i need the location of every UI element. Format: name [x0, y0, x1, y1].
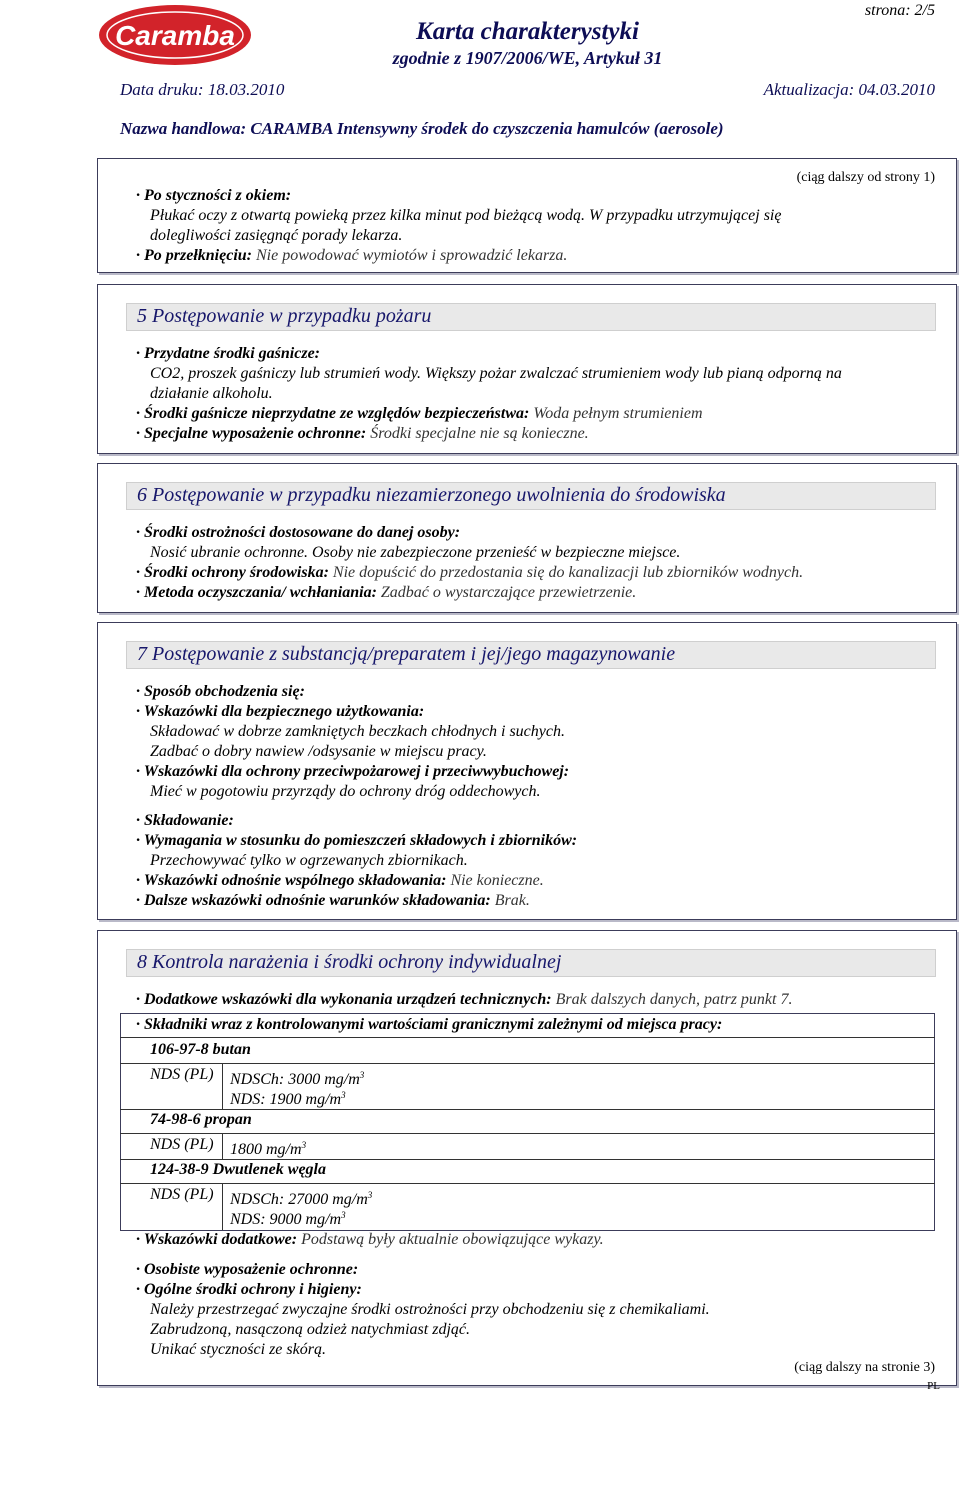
- handling-label: · Sposób obchodzenia się:: [136, 683, 305, 700]
- additional-notes-line: · Wskazówki dodatkowe: Podstawą były aktualnie obowiązujące wykazy.: [136, 1231, 604, 1248]
- substance-name: 124-38-9 Dwutlenek węgla: [150, 1161, 326, 1178]
- storage-requirements-text: Przechowywać tylko w ogrzewanych zbiornikach.: [150, 852, 468, 869]
- substance-standard: NDS (PL): [150, 1186, 214, 1203]
- hygiene-text-3: Unikać styczności ze skórą.: [150, 1341, 326, 1358]
- extinguishing-media-label: · Przydatne środki gaśnicze:: [136, 345, 320, 362]
- common-storage-line: · Wskazówki odnośnie wspólnego składowania: Nie konieczne.: [136, 872, 544, 889]
- storage-label: · Składowanie:: [136, 812, 234, 829]
- table-divider: [120, 1183, 935, 1184]
- unsuitable-media-line: · Środki gaśnicze nieprzydatne ze względów bezpieczeństwa: Woda pełnym strumieniem: [136, 405, 703, 422]
- section-8-heading: 8 Kontrola narażenia i środki ochrony indywidualnej: [126, 949, 936, 977]
- components-label: · Składniki wraz z kontrolowanymi wartościami granicznymi zależnymi od miejsca pracy:: [136, 1016, 723, 1033]
- extinguishing-media-text-1: CO2, proszek gaśniczy lub strumień wody. Większy pożar zwalczać strumieniem wody lub pianą odporną na: [150, 365, 842, 382]
- substance-limit: NDS: 1900 $mg/m^3$: [230, 1090, 346, 1108]
- ppe-label: · Osobiste wyposażenie ochronne:: [136, 1261, 359, 1278]
- hygiene-label: · Ogólne środki ochrony i higieny:: [136, 1281, 362, 1298]
- column-divider: [222, 1134, 223, 1159]
- substance-limit: 1800 $mg/m^3$: [230, 1140, 307, 1158]
- cleanup-line: · Metoda oczyszczania/ wchłaniania: Zadbać o wystarczające przewietrzenie.: [136, 584, 637, 601]
- substance-name: 106-97-8 butan: [150, 1041, 251, 1058]
- substance-limit: NDSCh: 27000 $mg/m^3$: [230, 1190, 373, 1208]
- protective-equipment-line: · Specjalne wyposażenie ochronne: Środki specjalne nie są konieczne.: [136, 425, 589, 442]
- continued-to-note: (ciąg dalszy na stronie 3): [794, 1360, 935, 1375]
- personal-precautions-text: Nosić ubranie ochronne. Osoby nie zabezpieczone przenieść w bezpieczne miejsce.: [150, 544, 681, 561]
- section-5-heading: 5 Postępowanie w przypadku pożaru: [126, 303, 936, 331]
- table-divider: [120, 1037, 935, 1038]
- page-number: strona: 2/5: [864, 2, 935, 19]
- print-date: Data druku: 18.03.2010: [120, 80, 285, 99]
- personal-precautions-label: · Środki ostrożności dostosowane do danej osoby:: [136, 524, 461, 541]
- table-divider: [120, 1063, 935, 1064]
- table-divider: [120, 1133, 935, 1134]
- column-divider: [222, 1064, 223, 1109]
- substance-limit: NDS: 9000 $mg/m^3$: [230, 1210, 346, 1228]
- substance-limit: NDSCh: 3000 $mg/m^3$: [230, 1070, 365, 1088]
- safe-use-text-1: Składować w dobrze zamkniętych beczkach chłodnych i suchych.: [150, 723, 565, 740]
- language-code: PL: [927, 1380, 940, 1392]
- safe-use-label: · Wskazówki dla bezpiecznego użytkowania:: [136, 703, 425, 720]
- substance-standard: NDS (PL): [150, 1136, 214, 1153]
- further-storage-line: · Dalsze wskazówki odnośnie warunków składowania: Brak.: [136, 892, 530, 909]
- extinguishing-media-text-2: działanie alkoholu.: [150, 385, 273, 402]
- continued-from-note: (ciąg dalszy od strony 1): [796, 170, 935, 185]
- swallow-line: · Po przełknięciu: Nie powodować wymiotów i sprowadzić lekarza.: [136, 247, 568, 264]
- eye-contact-label: · Po styczności z okiem:: [136, 187, 292, 204]
- eye-contact-text-1: Płukać oczy z otwartą powieką przez kilka minut pod bieżącą wodą. W przypadku utrzymującej się: [150, 207, 782, 224]
- storage-requirements-label: · Wymagania w stosunku do pomieszczeń składowych i zbiorników:: [136, 832, 578, 849]
- environment-line: · Środki ochrony środowiska: Nie dopuścić do przedostania się do kanalizacji lub zbiorników wodnych.: [136, 564, 804, 581]
- update-date: Aktualizacja: 04.03.2010: [763, 80, 935, 99]
- safe-use-text-2: Zadbać o dobry nawiew /odsysanie w miejscu pracy.: [150, 743, 487, 760]
- section-7-heading: 7 Postępowanie z substancją/preparatem i jej/jego magazynowanie: [126, 641, 936, 669]
- fire-protection-label: · Wskazówki dla ochrony przeciwpożarowej i przeciwwybuchowej:: [136, 763, 570, 780]
- technical-measures-line: · Dodatkowe wskazówki dla wykonania urządzeń technicznych: Brak dalszych danych, patrz punkt 7.: [136, 991, 793, 1008]
- hygiene-text-1: Należy przestrzegać zwyczajne środki ostrożności przy obchodzeniu się z chemikaliami.: [150, 1301, 710, 1318]
- trade-name: Nazwa handlowa: CARAMBA Intensywny środek do czyszczenia hamulców (aerosole): [120, 119, 724, 138]
- fire-protection-text: Mieć w pogotowiu przyrządy do ochrony dróg oddechowych.: [150, 783, 541, 800]
- substance-name: 74-98-6 propan: [150, 1111, 252, 1128]
- logo-text: Caramba: [115, 20, 235, 51]
- document-title: Karta charakterystyki: [416, 18, 639, 45]
- column-divider: [222, 1184, 223, 1230]
- section-6-heading: 6 Postępowanie w przypadku niezamierzonego uwolnienia do środowiska: [126, 482, 936, 510]
- substance-standard: NDS (PL): [150, 1066, 214, 1083]
- hygiene-text-2: Zabrudzoną, nasączoną odzież natychmiast zdjąć.: [150, 1321, 470, 1338]
- eye-contact-text-2: dolegliwości zasięgnąć porady lekarza.: [150, 227, 403, 244]
- document-subtitle: zgodnie z 1907/2006/WE, Artykuł 31: [392, 48, 663, 68]
